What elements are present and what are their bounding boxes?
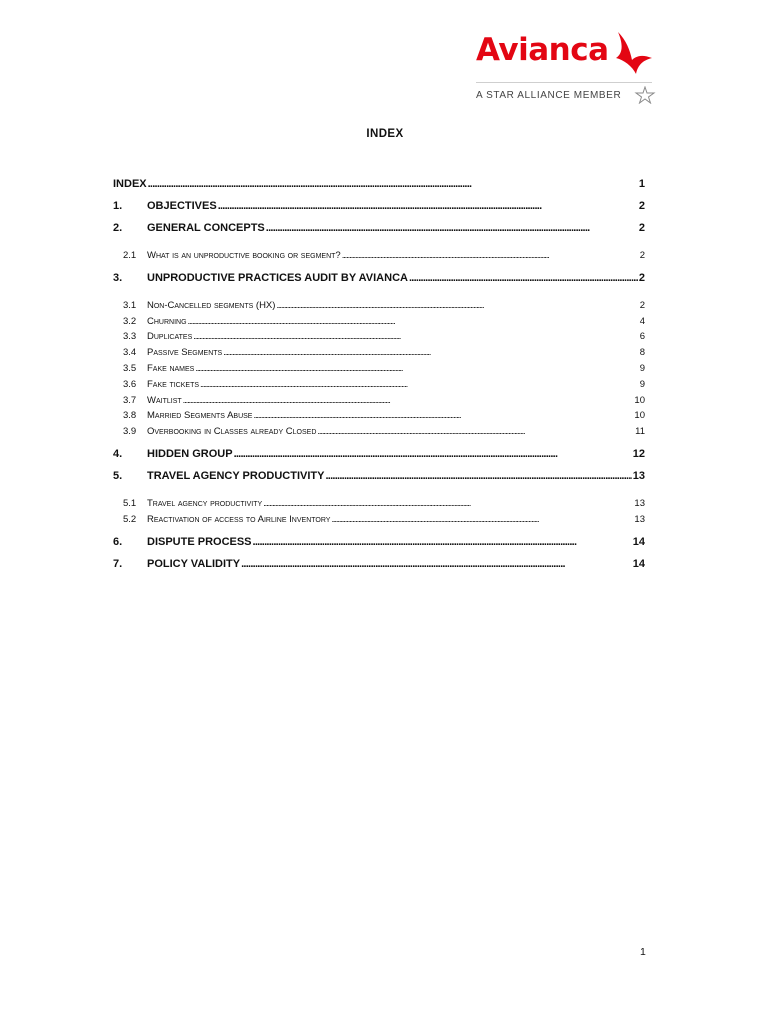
toc-entry-label: Travel agency productivity — [147, 497, 263, 509]
toc-entry[interactable] — [113, 498, 645, 514]
toc-dot-leader — [195, 363, 638, 374]
toc-entry-number: 4. — [113, 447, 123, 460]
toc-entry-page: 12 — [632, 447, 645, 460]
page-title: INDEX — [366, 128, 404, 140]
toc-entry-label: DISPUTE PROCESS — [147, 535, 252, 548]
toc-entry-label: Passive Segments — [147, 347, 223, 359]
toc-entry[interactable] — [113, 272, 645, 294]
toc-dot-leader — [241, 558, 632, 570]
toc-entry-label: Married Segments Abuse — [147, 410, 253, 422]
toc-entry-label: What is an unproductive booking or segment? — [147, 250, 341, 261]
toc-entry-label: Non-Cancelled segments (HX) — [147, 299, 276, 311]
toc-entry-label: Duplicates — [147, 331, 193, 343]
toc-entry-page: 2 — [638, 200, 645, 212]
toc-entry[interactable] — [113, 379, 645, 395]
toc-dot-leader — [263, 498, 633, 509]
toc-dot-leader — [317, 426, 634, 437]
toc-entry-page: 2 — [639, 250, 645, 261]
toc-entry-page: 10 — [634, 394, 645, 406]
toc-entry-number: 3.6 — [123, 378, 137, 390]
toc-entry[interactable] — [113, 426, 645, 442]
toc-entry-number: 5. — [113, 469, 123, 482]
toc-entry-number: 5.2 — [123, 513, 137, 525]
toc-entry-number: 3.4 — [123, 347, 137, 359]
toc-dot-leader — [218, 200, 638, 212]
toc-entry-label: TRAVEL AGENCY PRODUCTIVITY — [147, 469, 325, 482]
toc-dot-leader — [200, 379, 639, 390]
toc-entry-number: 3.9 — [123, 426, 137, 438]
toc-entry-label: Churning — [147, 315, 187, 327]
toc-entry-number: 1. — [113, 200, 123, 212]
toc-entry-page: 6 — [639, 331, 645, 343]
toc-entry[interactable] — [113, 410, 645, 426]
table-of-contents — [113, 178, 645, 580]
toc-entry[interactable] — [113, 558, 645, 580]
toc-dot-leader — [342, 250, 639, 261]
page-number: 1 — [640, 946, 646, 958]
toc-entry[interactable] — [113, 470, 645, 492]
toc-entry-page: 14 — [632, 557, 645, 570]
toc-entry-number: 2. — [113, 222, 123, 234]
toc-entry[interactable] — [113, 200, 645, 222]
toc-entry[interactable] — [113, 300, 645, 316]
toc-dot-leader — [148, 178, 638, 190]
toc-entry-page: 14 — [632, 535, 645, 548]
toc-entry-number: 2.1 — [123, 250, 137, 261]
toc-entry[interactable] — [113, 363, 645, 379]
toc-entry-number: 7. — [113, 557, 123, 570]
toc-entry-number: 6. — [113, 535, 123, 548]
toc-entry[interactable] — [113, 347, 645, 363]
toc-entry-number: 3.1 — [123, 299, 137, 311]
toc-entry-page: 11 — [635, 426, 645, 438]
toc-entry-label: HIDDEN GROUP — [147, 447, 233, 460]
toc-entry[interactable] — [113, 514, 645, 530]
brand-wordmark: Avianca — [476, 32, 609, 68]
toc-entry-number: 3.5 — [123, 362, 137, 374]
brand-tagline: A STAR ALLIANCE MEMBER — [476, 90, 622, 101]
toc-entry[interactable] — [113, 331, 645, 347]
toc-entry-label: Fake names — [147, 362, 195, 374]
toc-dot-leader — [253, 410, 633, 421]
toc-entry[interactable] — [113, 250, 645, 266]
toc-entry-page: 2 — [638, 271, 645, 284]
toc-entry[interactable] — [113, 178, 645, 200]
bird-logo-icon — [612, 30, 656, 76]
logo-divider — [476, 82, 652, 83]
toc-dot-leader — [266, 222, 638, 234]
toc-entry-number: 3.7 — [123, 394, 137, 406]
toc-entry[interactable] — [113, 448, 645, 470]
toc-entry-page: 4 — [639, 315, 645, 327]
toc-entry-page: 8 — [639, 347, 645, 359]
toc-entry-label: INDEX — [113, 178, 147, 190]
toc-dot-leader — [253, 536, 632, 548]
toc-entry-label: OBJECTIVES — [147, 200, 217, 212]
toc-dot-leader — [183, 395, 634, 406]
avianca-logo — [470, 30, 660, 110]
toc-entry-label: Reactivation of access to Airline Inventory — [147, 513, 331, 525]
toc-entry-page: 2 — [639, 299, 645, 311]
toc-dot-leader — [276, 300, 638, 311]
toc-entry-page: 1 — [638, 178, 645, 190]
toc-entry[interactable] — [113, 536, 645, 558]
toc-dot-leader — [193, 331, 638, 342]
toc-entry-page: 13 — [634, 497, 645, 509]
toc-dot-leader — [325, 470, 631, 482]
toc-entry-page: 13 — [634, 513, 645, 525]
toc-entry-label: POLICY VALIDITY — [147, 557, 241, 570]
toc-entry-label: UNPRODUCTIVE PRACTICES AUDIT BY AVIANCA — [147, 271, 408, 284]
toc-dot-leader — [409, 272, 638, 284]
toc-entry-number: 3.3 — [123, 331, 137, 343]
toc-dot-leader — [188, 316, 639, 327]
toc-entry-page: 10 — [634, 410, 645, 422]
toc-entry-page: 2 — [638, 222, 645, 234]
toc-dot-leader — [223, 347, 638, 358]
toc-entry[interactable] — [113, 316, 645, 332]
toc-entry-number: 3. — [113, 271, 123, 284]
toc-entry-page: 9 — [639, 362, 645, 374]
star-alliance-icon — [634, 86, 656, 104]
toc-entry-label: Fake tickets — [147, 378, 200, 390]
toc-entry-number: 3.2 — [123, 315, 137, 327]
toc-entry-page: 13 — [632, 469, 645, 482]
toc-entry-page: 9 — [639, 378, 645, 390]
toc-entry-number: 3.8 — [123, 410, 137, 422]
toc-entry-label: Overbooking in Classes already Closed — [147, 426, 317, 438]
toc-dot-leader — [331, 514, 633, 525]
toc-entry-label: Waitlist — [147, 394, 182, 406]
toc-dot-leader — [234, 448, 632, 460]
toc-entry[interactable] — [113, 395, 645, 411]
toc-entry-label: GENERAL CONCEPTS — [147, 222, 265, 234]
toc-entry[interactable] — [113, 222, 645, 244]
toc-entry-number: 5.1 — [123, 497, 137, 509]
